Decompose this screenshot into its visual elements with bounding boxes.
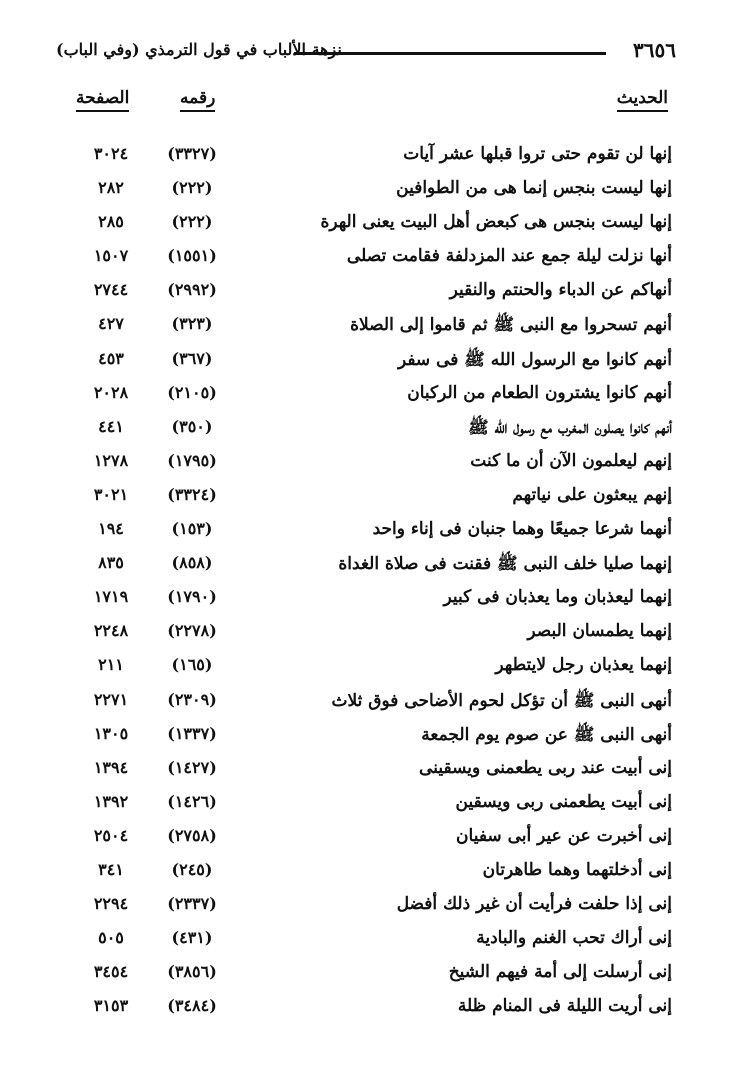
hadith-number: (٤٣١)	[171, 928, 213, 948]
hadith-number: (٢٤٥)	[171, 859, 213, 879]
page-reference: ٥٠٥	[98, 928, 124, 948]
hadith-text: إنى أدخلتهما وهما طاهرتان	[482, 859, 672, 880]
index-row	[60, 994, 680, 1028]
page-reference: ١٩٤	[98, 519, 124, 539]
hadith-number: (٢٣٠٩)	[167, 689, 217, 709]
hadith-text: أنهى النبى ﷺ عن صوم يوم الجمعة	[421, 724, 672, 745]
hadith-text: إنهما صليا خلف النبى ﷺ فقنت فى صلاة الغداة	[338, 554, 672, 575]
hadith-text: أنهى النبى ﷺ أن تؤكل لحوم الأضاحى فوق ثلاث	[331, 690, 672, 711]
page-reference: ٤٢٧	[98, 314, 124, 334]
page-reference: ٢١١	[98, 655, 124, 675]
index-row	[60, 312, 680, 346]
page-reference: ٣٤١	[98, 859, 124, 879]
index-row	[60, 347, 680, 381]
hadith-number: (٢٧٥٨)	[167, 825, 217, 845]
index-row	[60, 619, 680, 653]
index-row	[60, 585, 680, 619]
hadith-text: إنها لن تقوم حتى تروا قبلها عشر آيات	[403, 144, 672, 164]
index-row	[60, 244, 680, 278]
page-header	[56, 38, 676, 68]
page-reference: ٣٤٥٤	[93, 962, 129, 982]
index-row	[60, 381, 680, 415]
page-reference: ١٥٠٧	[93, 246, 129, 266]
index-row	[60, 688, 680, 722]
hadith-number: (١٧٩٥)	[167, 450, 217, 470]
hadith-number: (١٥٥١)	[167, 246, 217, 266]
hadith-text: إنى أريت الليلة فى المنام ظلة	[457, 996, 672, 1017]
column-header-hadith: الحديث	[617, 88, 668, 112]
hadith-number: (٨٥٨)	[171, 553, 213, 573]
hadith-number: (١٧٩٠)	[167, 587, 217, 607]
hadith-number: (٣٢٣)	[171, 314, 213, 334]
index-row	[60, 176, 680, 210]
hadith-text: إنى أخبرت عن عير أبى سفيان	[456, 825, 672, 846]
hadith-number: (٣٣٢٤)	[167, 484, 217, 504]
index-row	[60, 926, 680, 960]
column-header-number: رقمه	[180, 88, 215, 112]
page-reference: ٢٠٢٨	[93, 382, 129, 402]
hadith-index-list	[60, 142, 680, 1028]
index-row	[60, 653, 680, 687]
page-reference: ١٢٧٨	[93, 450, 129, 470]
hadith-number: (٣٦٧)	[171, 348, 213, 368]
hadith-number: (٢١٠٥)	[167, 382, 217, 402]
page-reference: ٢٧٤٤	[93, 280, 129, 300]
index-row	[60, 449, 680, 483]
hadith-text: إنهم ليعلمون الآن أن ما كنت	[470, 450, 672, 471]
hadith-number: (٢٩٩٢)	[167, 280, 217, 300]
hadith-number: (٢٢٧٨)	[167, 621, 217, 641]
column-header-page: الصفحة	[76, 88, 129, 112]
hadith-text: أنها نزلت ليلة جمع عند المزدلفة فقامت تصلى	[346, 246, 672, 267]
hadith-number: (٣٣٢٧)	[167, 144, 217, 163]
page-number: ٣٦٥٦	[633, 38, 676, 62]
index-row	[60, 517, 680, 551]
hadith-text: أنهم كانوا يشترون الطعام من الركبان	[407, 382, 672, 403]
index-row	[60, 960, 680, 994]
hadith-text: إنى أبيت عند ربى يطعمنى ويسقينى	[419, 757, 672, 778]
page-reference: ٤٤١	[98, 416, 124, 436]
page-reference: ٢٨٢	[98, 178, 124, 198]
index-row	[60, 790, 680, 824]
page-reference: ٨٣٥	[98, 553, 124, 573]
hadith-text: إنها ليست بنجس هى كبعض أهل البيت يعنى الهرة	[320, 212, 672, 233]
hadith-text: إنى إذا حلفت فرأيت أن غير ذلك أفضل	[396, 894, 672, 915]
hadith-text: أنهما شرعا جميعًا وهما جنبان فى إناء واحد	[372, 519, 672, 540]
hadith-text: أنهم تسحروا مع النبى ﷺ ثم قاموا إلى الصلاة	[350, 315, 672, 336]
hadith-number: (١٤٢٦)	[167, 791, 217, 811]
page-reference: ١٣٠٥	[93, 723, 129, 743]
page-reference: ٢٨٥	[98, 212, 124, 232]
page-reference: ١٣٩٢	[93, 791, 129, 811]
hadith-number: (٢٣٣٧)	[167, 894, 217, 914]
page-reference: ٢٢٧١	[93, 689, 129, 709]
hadith-number: (١٥٣)	[171, 519, 213, 539]
hadith-text: إنها ليست بنجس إنما هى من الطوافين	[396, 178, 672, 199]
hadith-number: (٣٥٠)	[171, 416, 213, 436]
index-row	[60, 892, 680, 926]
hadith-number: (٣٤٨٤)	[167, 996, 217, 1016]
hadith-text: إنهم يبعثون على نياتهم	[512, 484, 672, 505]
hadith-number: (١٣٣٧)	[167, 723, 217, 743]
page-reference: ٣١٥٣	[93, 996, 129, 1016]
hadith-number: (٣٨٥٦)	[167, 962, 217, 982]
index-row	[60, 858, 680, 892]
hadith-text: إنى أبيت يطعمنى ربى ويسقين	[455, 791, 672, 812]
hadith-number: (١٤٢٧)	[167, 757, 217, 777]
page-reference: ١٣٩٤	[93, 757, 129, 777]
index-row	[60, 278, 680, 312]
index-row	[60, 756, 680, 790]
hadith-text: إنهما يعذبان رجل لايتطهر	[495, 655, 672, 676]
hadith-number: (٢٢٢)	[171, 178, 213, 198]
hadith-text: إنهما يطمسان البصر	[527, 621, 672, 642]
hadith-text: إنى أراك تحب الغنم والبادية	[476, 928, 672, 949]
index-row	[60, 722, 680, 756]
page-reference: ٤٥٣	[98, 348, 124, 368]
running-title: نزهة الألباب في قول الترمذي (وفي الباب)	[56, 40, 342, 59]
page-reference: ٢٥٠٤	[93, 825, 129, 845]
hadith-number: (١٦٥)	[171, 655, 213, 675]
page-reference: ٢٢٤٨	[93, 621, 129, 641]
hadith-text: أنهم كانوا يصلون المغرب مع رسول الله ﷺ	[468, 417, 672, 438]
page-reference: ٣٠٢١	[93, 484, 129, 504]
index-row	[60, 483, 680, 517]
page-reference: ٣٠٢٤	[93, 144, 129, 163]
hadith-number: (٢٢٢)	[171, 212, 213, 232]
index-row	[60, 210, 680, 244]
column-headers	[76, 88, 676, 118]
index-row	[60, 415, 680, 449]
hadith-text: أنهاكم عن الدباء والحنتم والنقير	[449, 280, 672, 301]
page-reference: ١٧١٩	[93, 587, 129, 607]
page-reference: ٢٢٩٤	[93, 894, 129, 914]
index-row	[60, 824, 680, 858]
index-row	[60, 551, 680, 585]
index-row	[60, 142, 680, 176]
hadith-text: إنهما ليعذبان وما يعذبان فى كبير	[443, 587, 672, 608]
hadith-text: إنى أرسلت إلى أمة فيهم الشيخ	[448, 962, 672, 983]
hadith-text: أنهم كانوا مع الرسول الله ﷺ فى سفر	[397, 349, 672, 370]
